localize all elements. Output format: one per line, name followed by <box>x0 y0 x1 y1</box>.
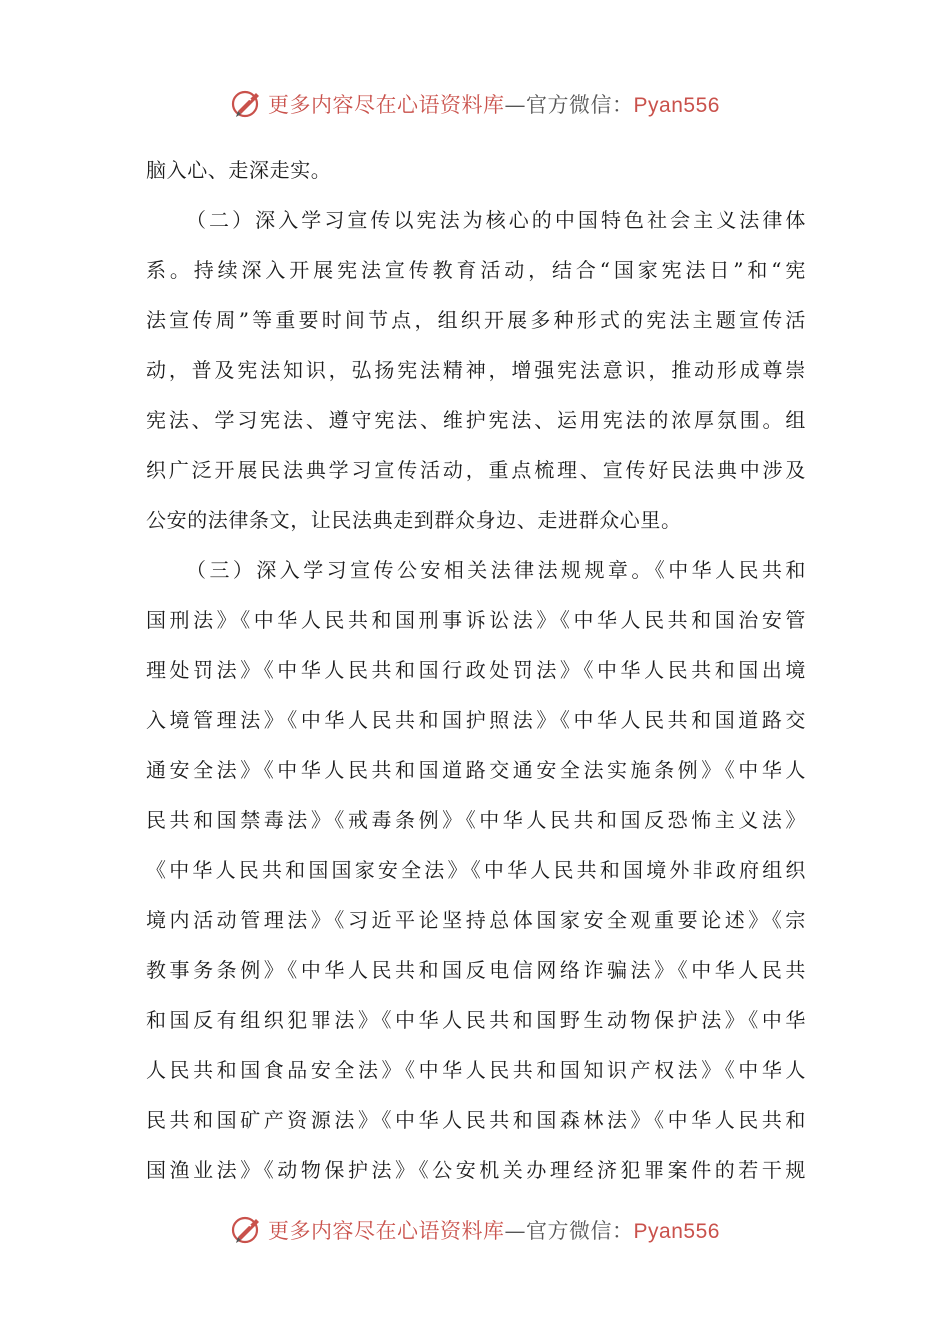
text-line: 和国反有组织犯罪法》《中华人民共和国野生动物保护法》《中华 <box>146 1008 806 1032</box>
text-line: 入境管理法》《中华人民共和国护照法》《中华人民共和国道路交 <box>146 708 806 732</box>
text-line: 动，普及宪法知识，弘扬宪法精神，增强宪法意识，推动形成尊崇 <box>146 358 806 382</box>
header-banner-text <box>268 89 720 119</box>
header-wechat-label: 官方微信： <box>526 93 634 117</box>
header-brand: 更多内容尽在心语资料库 <box>268 93 505 117</box>
text-line: 宪法、学习宪法、遵守宪法、维护宪法、运用宪法的浓厚氛围。组 <box>146 408 806 432</box>
text-line: （二）深入学习宣传以宪法为核心的中国特色社会主义法律体 <box>186 208 806 232</box>
footer-banner <box>0 1208 950 1252</box>
text-line: 国刑法》《中华人民共和国刑事诉讼法》《中华人民共和国治安管 <box>146 608 806 632</box>
footer-separator: — <box>504 1219 527 1243</box>
header-wechat-id: Pyan556 <box>633 94 720 117</box>
footer-banner-text <box>268 1215 720 1245</box>
text-line: 人民共和国食品安全法》《中华人民共和国知识产权法》《中华人 <box>146 1058 806 1082</box>
text-line: 民共和国矿产资源法》《中华人民共和国森林法》《中华人民共和 <box>146 1108 806 1132</box>
text-line: 织广泛开展民法典学习宣传活动，重点梳理、宣传好民法典中涉及 <box>146 458 806 482</box>
text-line: 境内活动管理法》《习近平论坚持总体国家安全观重要论述》《宗 <box>146 908 806 932</box>
footer-wechat-label: 官方微信： <box>526 1219 634 1243</box>
text-line: 通安全法》《中华人民共和国道路交通安全法实施条例》《中华人 <box>146 758 806 782</box>
text-line: 民共和国禁毒法》《戒毒条例》《中华人民共和国反恐怖主义法》 <box>146 808 806 832</box>
text-line: 脑入心、走深走实。 <box>146 158 332 182</box>
text-line: 教事务条例》《中华人民共和国反电信网络诈骗法》《中华人民共 <box>146 958 806 982</box>
text-line: 法宣传周”等重要时间节点，组织开展多种形式的宪法主题宣传活 <box>146 308 806 332</box>
header-separator: — <box>504 93 527 117</box>
footer-wechat-id: Pyan556 <box>633 1220 720 1243</box>
header-banner <box>0 82 950 126</box>
text-line: 系。持续深入开展宪法宣传教育活动，结合“国家宪法日”和“宪 <box>146 258 806 282</box>
text-line: 公安的法律条文，让民法典走到群众身边、走进群众心里。 <box>146 508 682 532</box>
pen-logo-icon <box>230 87 264 121</box>
text-line: 理处罚法》《中华人民共和国行政处罚法》《中华人民共和国出境 <box>146 658 806 682</box>
pen-logo-icon <box>230 1213 264 1247</box>
body-text <box>146 145 806 1195</box>
footer-brand: 更多内容尽在心语资料库 <box>268 1219 505 1243</box>
text-line: 国渔业法》《动物保护法》《公安机关办理经济犯罪案件的若干规 <box>146 1158 806 1182</box>
text-line: 《中华人民共和国国家安全法》《中华人民共和国境外非政府组织 <box>146 858 806 882</box>
text-line: （三）深入学习宣传公安相关法律法规规章。《中华人民共和 <box>186 558 806 582</box>
